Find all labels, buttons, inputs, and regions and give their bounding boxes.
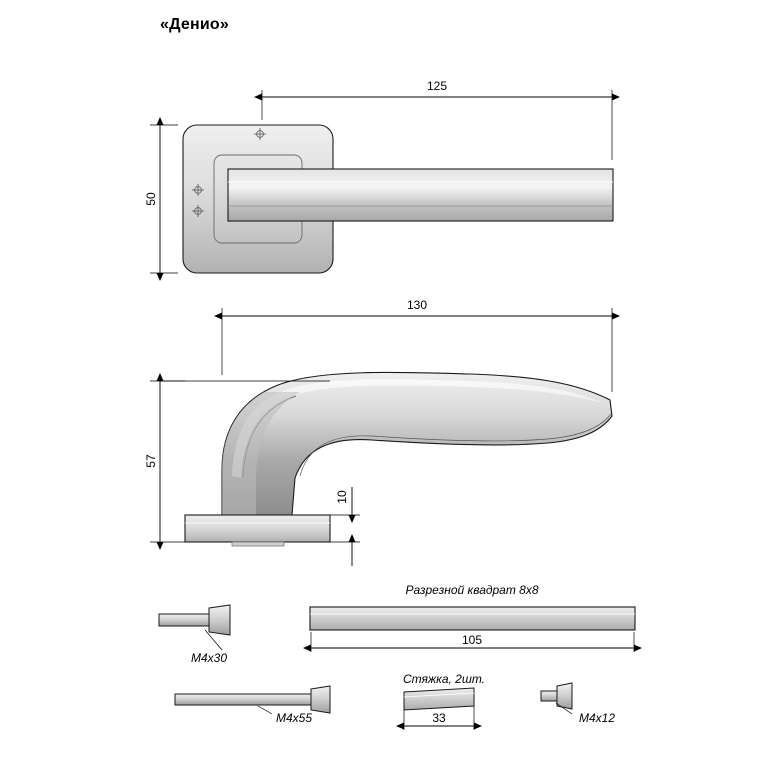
sleeve-dim-text: 33: [432, 711, 446, 725]
square-spindle-label: Разрезной квадрат 8х8: [405, 583, 539, 597]
page-title: «Денио»: [160, 16, 229, 33]
screw-m4x55-label: M4x55: [276, 711, 313, 725]
side-view-geometry: [160, 372, 612, 546]
dim-side-height: [144, 381, 185, 542]
dim-top-width-text: 125: [426, 79, 448, 93]
part-square-spindle: [310, 583, 635, 652]
square-spindle-dim-text: 105: [461, 633, 483, 647]
dim-rose-thickness-text: 10: [335, 490, 349, 504]
dim-top-height-text: 50: [144, 192, 158, 206]
screw-m4x12-label: M4x12: [579, 711, 616, 725]
dim-rose-thickness: [330, 487, 360, 566]
dim-side-length-text: 130: [406, 298, 428, 312]
part-screw-m4x30: [159, 605, 230, 665]
part-screw-m4x55: [175, 686, 330, 725]
dim-top-height: [144, 125, 178, 273]
sleeve-label: Стяжка, 2шт.: [402, 672, 486, 686]
part-screw-m4x12: [541, 683, 615, 725]
top-view-geometry: [183, 125, 613, 273]
dim-side-height-text: 57: [144, 454, 158, 468]
screw-m4x30-label: M4x30: [191, 651, 228, 665]
part-sleeve: [403, 672, 485, 730]
